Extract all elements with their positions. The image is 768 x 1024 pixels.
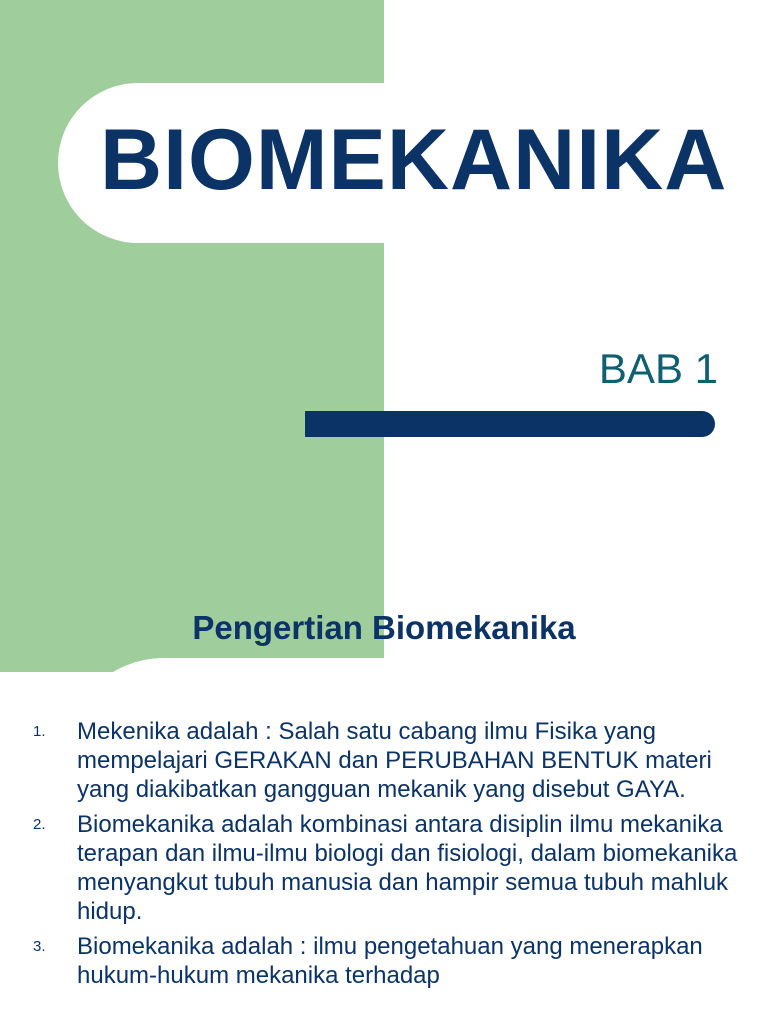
list-item — [0, 932, 768, 990]
section-heading: Pengertian Biomekanika — [192, 609, 576, 646]
list-number: 3. — [33, 938, 46, 955]
list-item-text: Biomekanika adalah : ilmu pengetahuan yang menerapkan hukum-hukum mekanika terhadap — [77, 933, 703, 989]
list-item-text: Mekenika adalah : Salah satu cabang ilmu Fisika yang mempelajari GERAKAN dan PERUBAHAN BENTUK materi yang diakibatkan gangguan mekanik yang disebut GAYA. — [77, 718, 712, 803]
slide-title: BIOMEKANIKA — [100, 112, 728, 208]
list-item — [0, 717, 768, 804]
list-number: 1. — [33, 723, 46, 740]
slide-subtitle: BAB 1 — [598, 345, 718, 392]
list-item — [0, 810, 768, 926]
list-number: 2. — [33, 816, 46, 833]
list-item-text: Biomekanika adalah kombinasi antara disiplin ilmu mekanika terapan dan ilmu-ilmu biologi dan fisiologi, dalam biomekanika menyangkut tubuh manusia dan hampir semua tubuh mahluk hidup. — [77, 811, 738, 925]
accent-bar — [305, 411, 715, 437]
definition-list — [0, 717, 768, 996]
content-slide — [0, 512, 768, 1024]
